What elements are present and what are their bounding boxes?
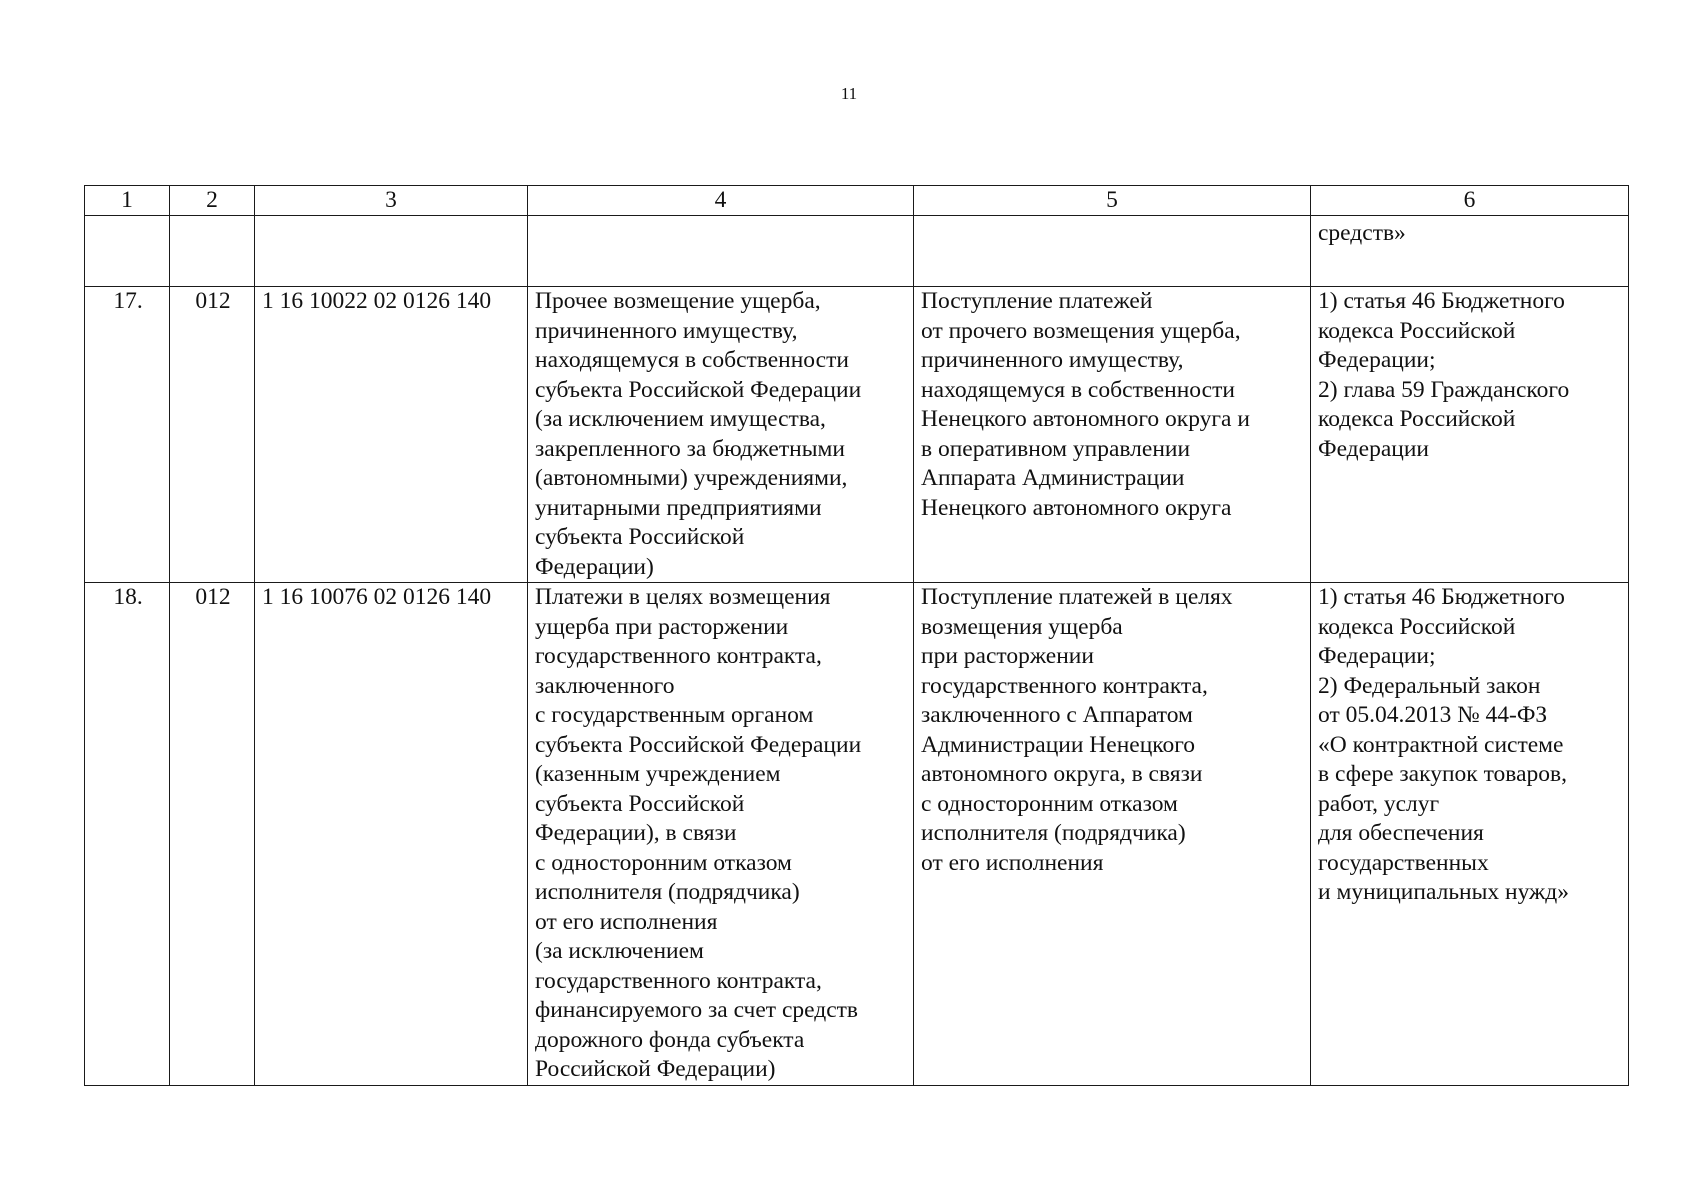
cell-basis: 1) статья 46 Бюджетного кодекса Российской Федерации; 2) глава 59 Гражданского кодекса Российской Федерации bbox=[1311, 287, 1629, 583]
cell-basis: средств» bbox=[1311, 216, 1629, 287]
table-row-continuation bbox=[85, 216, 1629, 287]
budget-income-table bbox=[84, 185, 1629, 1086]
column-header-4: 4 bbox=[528, 186, 914, 216]
cell-income bbox=[914, 216, 1311, 287]
cell-number: 17. bbox=[85, 287, 170, 583]
cell-kbk: 1 16 10076 02 0126 140 bbox=[255, 583, 528, 1086]
cell-income: Поступление платежей в целях возмещения ущерба при расторжении государственного контракта, заключенного с Аппаратом Администрации Ненецкого автономного округа, в связи с односторонним отказом исполнителя (подрядчика) от его исполнения bbox=[914, 583, 1311, 1086]
table-row bbox=[85, 583, 1629, 1086]
column-header-2: 2 bbox=[170, 186, 255, 216]
cell-admin-code: 012 bbox=[170, 287, 255, 583]
column-header-6: 6 bbox=[1311, 186, 1629, 216]
column-header-1: 1 bbox=[85, 186, 170, 216]
cell-admin-code bbox=[170, 216, 255, 287]
cell-income: Поступление платежей от прочего возмещения ущерба, причиненного имуществу, находящемуся в собственности Ненецкого автономного округа и в оперативном управлении Аппарата Администрации Ненецкого автономного округа bbox=[914, 287, 1311, 583]
column-header-5: 5 bbox=[914, 186, 1311, 216]
cell-kbk: 1 16 10022 02 0126 140 bbox=[255, 287, 528, 583]
cell-number: 18. bbox=[85, 583, 170, 1086]
cell-name: Платежи в целях возмещения ущерба при расторжении государственного контракта, заключенного с государственным органом субъекта Российской Федерации (казенным учреждением субъекта Российской Федерации), в связи с односторонним отказом исполнителя (подрядчика) от его исполнения (за исключением государственного контракта, финансируемого за счет средств дорожного фонда субъекта Российской Федерации) bbox=[528, 583, 914, 1086]
page-number: 11 bbox=[840, 84, 858, 103]
cell-name bbox=[528, 216, 914, 287]
cell-basis: 1) статья 46 Бюджетного кодекса Российской Федерации; 2) Федеральный закон от 05.04.2013 № 44-ФЗ «О контрактной системе в сфере закупок товаров, работ, услуг для обеспечения государственных и муниципальных нужд» bbox=[1311, 583, 1629, 1086]
column-header-3: 3 bbox=[255, 186, 528, 216]
table-row bbox=[85, 287, 1629, 583]
cell-name: Прочее возмещение ущерба, причиненного имуществу, находящемуся в собственности субъекта Российской Федерации (за исключением имущества, закрепленного за бюджетными (автономными) учреждениями, унитарными предприятиями субъекта Российской Федерации) bbox=[528, 287, 914, 583]
cell-number bbox=[85, 216, 170, 287]
cell-admin-code: 012 bbox=[170, 583, 255, 1086]
cell-kbk bbox=[255, 216, 528, 287]
table-header-row bbox=[85, 186, 1629, 216]
